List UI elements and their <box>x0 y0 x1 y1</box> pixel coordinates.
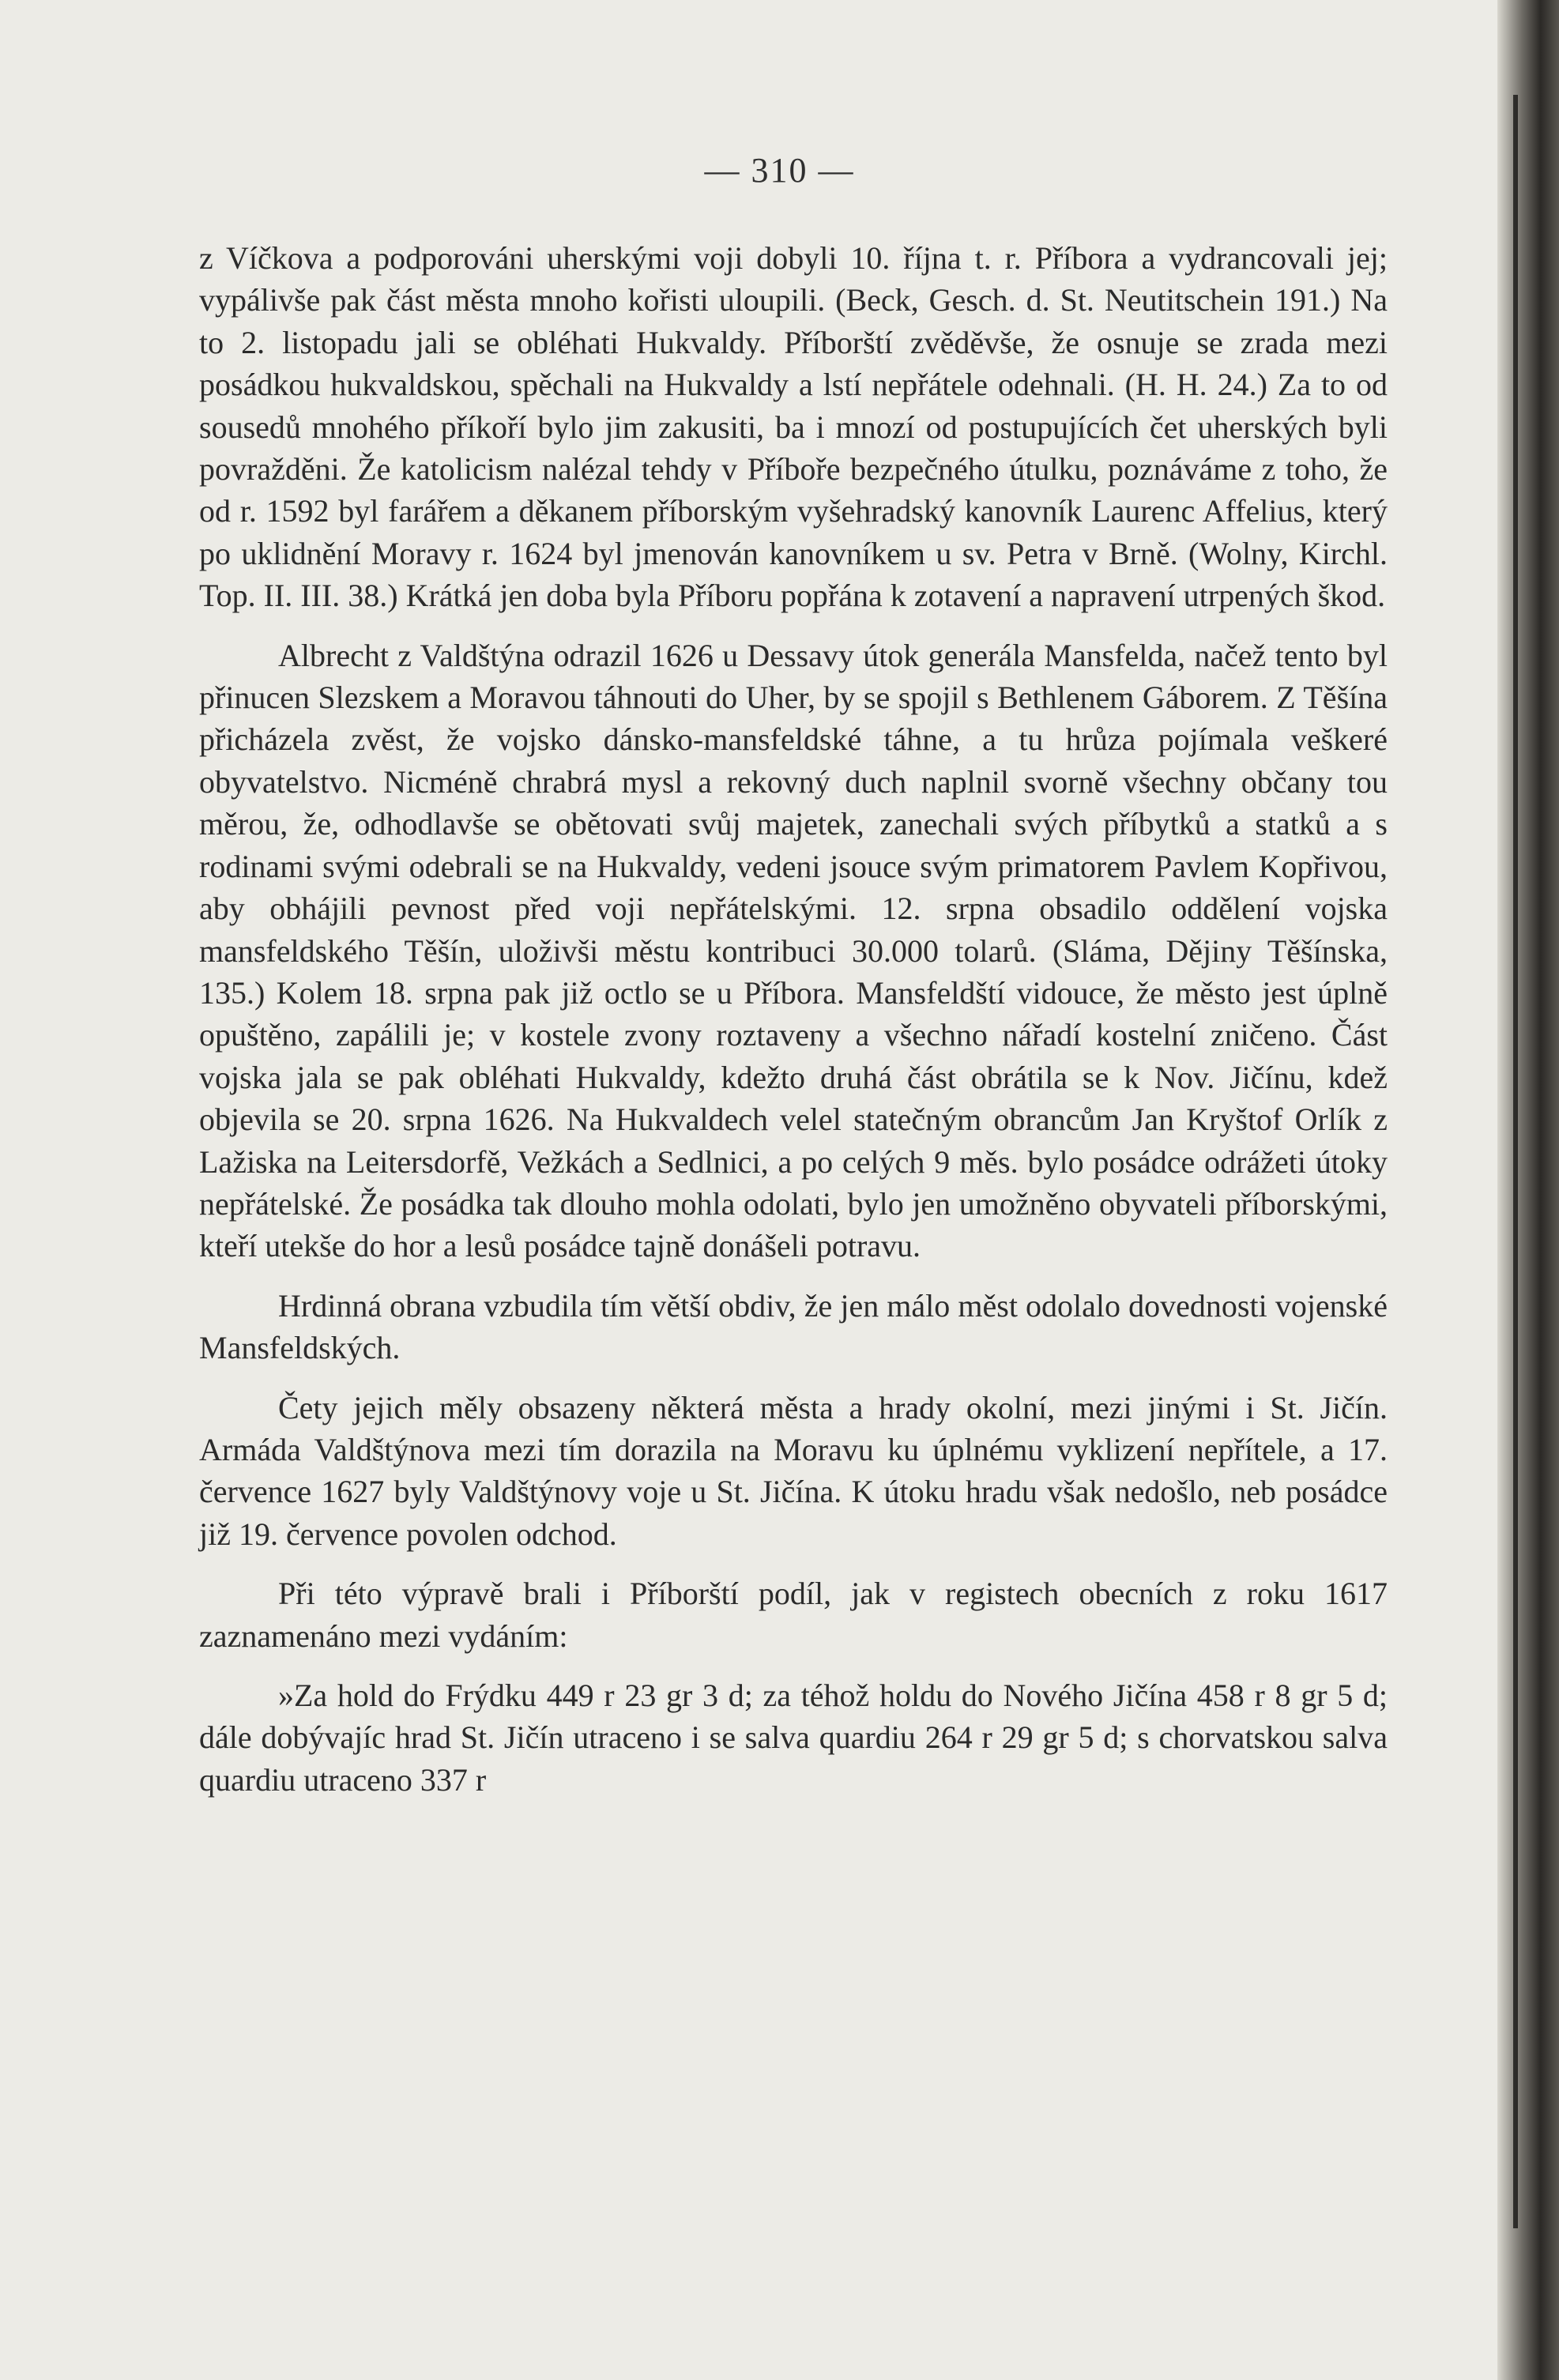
page-number: — 310 — <box>704 151 855 190</box>
book-binding-edge <box>1497 0 1559 2380</box>
paragraph-2: Albrecht z Valdštýna odrazil 1626 u Dessavy útok generála Mansfelda, načež tento byl přinucen Slezskem a Moravou táhnouti do Uher, by se spojil s Bethlenem Gáborem. Z Těšína přicházela zvěst, že vojsko dánsko-mansfeldské táhne, a tu hrůza pojímala veškeré obyvatelstvo. Nicméně chrabrá mysl a rekovný duch naplnil svorně všechny občany tou měrou, že, odhodlavše se obětovati svůj majetek, zanechali svých příbytků a statků a s rodinami svými odebrali se na Hukvaldy, vedeni jsouce svým primatorem Pavlem Kopřivou, aby obhájili pevnost před voji nepřátelskými. 12. srpna obsadilo oddělení vojska mansfeldského Těšín, uloživši městu kontribuci 30.000 tolarů. (Sláma, Dějiny Těšínska, 135.) Kolem 18. srpna pak již octlo se u Příbora. Mansfeldští vidouce, že město jest úplně opuštěno, zapálili je; v kostele zvony roztaveny a všechno nářadí kostelní zničeno. Část vojska jala se pak obléhati Hukvaldy, kdežto druhá část obrátila se k Nov. Jičínu, kdež objevila se 20. srpna 1626. Na Hukvaldech velel statečným obrancům Jan Kryštof Orlík z Lažiska na Leitersdorfě, Vežkách a Sedlnici, a po celých 9 měs. bylo posádce odrážeti útoky nepřátelské. Že posádka tak dlouho mohla odolati, bylo jen umožněno obyvateli příborskými, kteří utekše do hor a lesů posádce tajně donášeli potravu. <box>199 637 1388 1264</box>
paragraph-5: Při této výpravě brali i Příborští podíl, jak v registech obecních z roku 1617 zaznamenáno mezi vydáním: <box>199 1576 1388 1654</box>
paragraph-6-quote: »Za hold do Frýdku 449 r 23 gr 3 d; za téhož holdu do Nového Jičína 458 r 8 gr 5 d; dále dobývajíc hrad St. Jičín utraceno i se salva quardiu 264 r 29 gr 5 d; s chorvatskou salva quardiu utraceno 337 r <box>199 1678 1388 1798</box>
body-text <box>199 237 1388 1801</box>
paragraph-1: z Víčkova a podporováni uherskými voji dobyli 10. října t. r. Příbora a vydrancovali jej; vypálivše pak část města mnoho kořisti uloupili. (Beck, Gesch. d. St. Neutitschein 191.) Na to 2. listopadu jali se obléhati Hukvaldy. Příborští zvěděvše, že osnuje se zrada mezi posádkou hukvaldskou, spěchali na Hukvaldy a lstí nepřátele odehnali. (H. H. 24.) Za to od sousedů mnohého příkoří bylo jim zakusiti, ba i mnozí od postupujících čet uherských byli povražděni. Že katolicism nalézal tehdy v Příboře bezpečného útulku, poznáváme z toho, že od r. 1592 byl farářem a děkanem příborským vyšehradský kanovník Laurenc Affelius, který po uklidnění Moravy r. 1624 byl jmenován kanovníkem u sv. Petra v Brně. (Wolny, Kirchl. Top. II. III. 38.) Krátká jen doba byla Příboru popřána k zotavení a napravení utrpených škod. <box>199 240 1388 614</box>
book-spine-line <box>1513 95 1518 2228</box>
paragraph-4: Čety jejich měly obsazeny některá města a hrady okolní, mezi jinými i St. Jičín. Armáda Valdštýnova mezi tím dorazila na Moravu ku úplnému vyklizení nepřítele, a 17. července 1627 byly Valdštýnovy voje u St. Jičína. K útoku hradu však nedošlo, neb posádce již 19. července povolen odchod. <box>199 1389 1388 1552</box>
paragraph-3: Hrdinná obrana vzbudila tím větší obdiv, že jen málo měst odolalo dovednosti vojenské Mansfeldských. <box>199 1287 1388 1366</box>
